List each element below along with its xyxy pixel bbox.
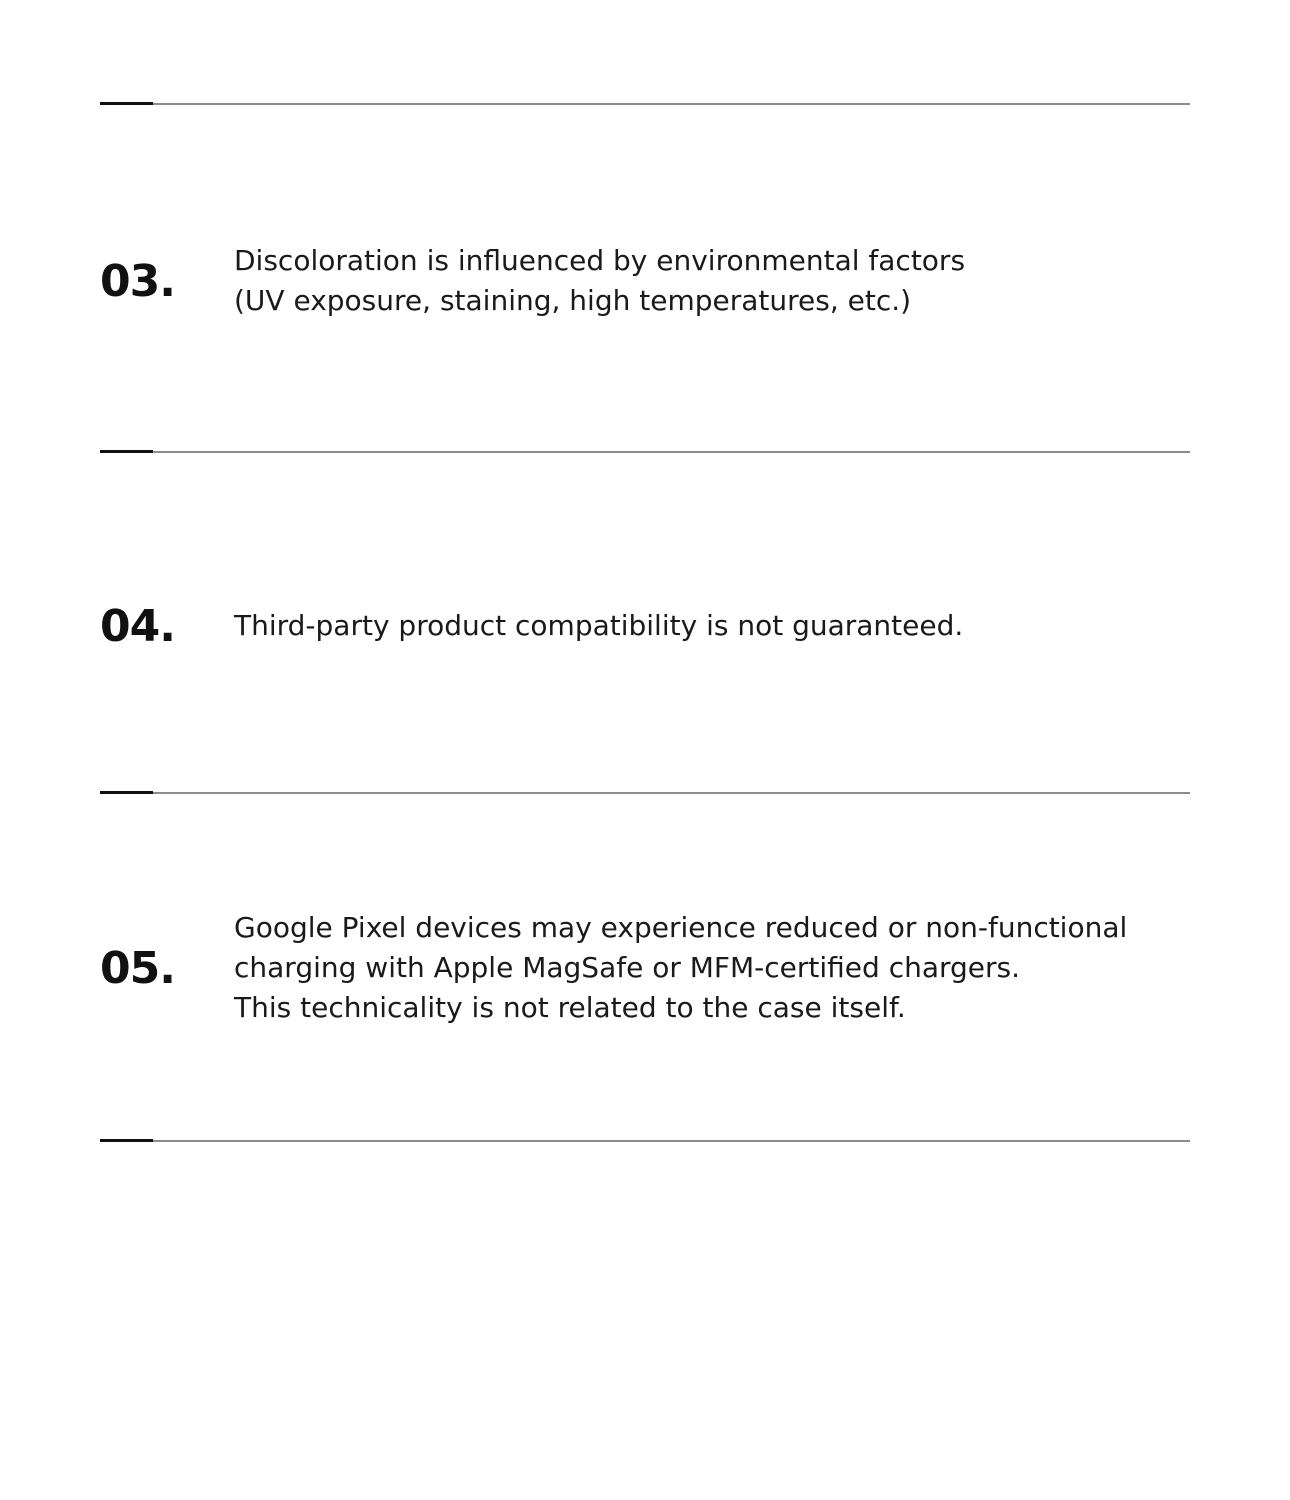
notice-number: 03. — [100, 255, 175, 307]
notice-text-line: Third-party product compatibility is not guaranteed. — [234, 609, 964, 642]
divider-line — [100, 1140, 1190, 1142]
notice-item-03 — [100, 241, 1190, 321]
notice-text-line: charging with Apple MagSafe or MFM-certified chargers. — [234, 951, 1021, 984]
divider-accent — [100, 450, 153, 453]
notice-item-05 — [100, 908, 1190, 1028]
notice-item-04 — [100, 600, 1190, 652]
notice-text — [234, 241, 965, 321]
section-divider — [100, 792, 1190, 794]
divider-line — [100, 103, 1190, 105]
divider-accent — [100, 102, 153, 105]
divider-accent — [100, 791, 153, 794]
divider-accent — [100, 1139, 153, 1142]
notice-number: 04. — [100, 600, 175, 652]
divider-line — [100, 451, 1190, 453]
notice-text — [234, 908, 1127, 1028]
section-divider — [100, 451, 1190, 453]
notice-text-line: (UV exposure, staining, high temperatures, etc.) — [234, 284, 912, 317]
divider-line — [100, 792, 1190, 794]
notice-text-line: Google Pixel devices may experience reduced or non-functional — [234, 911, 1128, 944]
notice-text-line: This technicality is not related to the case itself. — [234, 991, 906, 1024]
section-divider — [100, 103, 1190, 105]
notice-text-line: Discoloration is influenced by environmental factors — [234, 244, 966, 277]
notice-text — [234, 606, 963, 646]
section-divider — [100, 1140, 1190, 1142]
notice-number: 05. — [100, 942, 175, 994]
